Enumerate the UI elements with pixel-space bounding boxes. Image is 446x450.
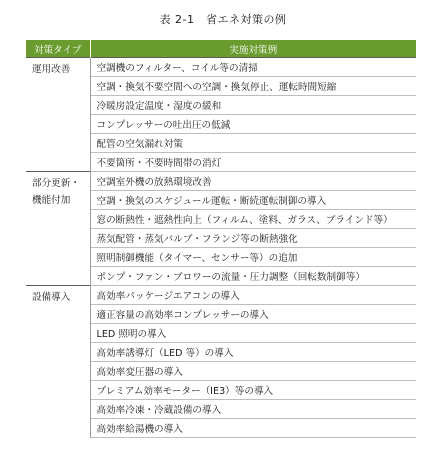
table-row	[26, 172, 416, 191]
measure-example-cell: 空調機のフィルター、コイル等の清掃	[90, 58, 416, 77]
measure-example-cell: 適正容量の高効率コンプレッサーの導入	[90, 305, 416, 324]
measure-example-cell: 空調室外機の放熱環境改善	[90, 172, 416, 191]
measure-example-cell: ポンプ・ファン・ブロワーの流量・圧力調整（回転数制御等）	[90, 267, 416, 286]
header-measure-type: 対策タイプ	[26, 40, 90, 58]
measure-example-cell: 配管の空気漏れ対策	[90, 134, 416, 153]
measure-example-cell: 空調・換気不要空間への空調・換気停止、運転時間短縮	[90, 77, 416, 96]
table-header-row	[26, 40, 416, 58]
measure-example-cell: 高効率変圧器の導入	[90, 362, 416, 381]
table-body	[26, 58, 416, 438]
measure-type-label: 機能付加	[32, 195, 71, 206]
table-row	[26, 286, 416, 305]
measure-example-cell: コンプレッサーの吐出圧の低減	[90, 115, 416, 134]
page-title: 表 2-1 省エネ対策の例	[159, 13, 287, 26]
measure-example-cell: 不要箇所・不要時間帯の消灯	[90, 153, 416, 172]
measure-example-cell: 窓の断熱性・遮熱性向上（フィルム、塗料、ガラス、ブラインド等）	[90, 210, 416, 229]
energy-saving-measures-table	[26, 40, 416, 438]
measure-example-cell: 高効率給湯機の導入	[90, 419, 416, 438]
table-row	[26, 58, 416, 77]
measure-example-cell: 空調・換気のスケジュール運転・断続運転制御の導入	[90, 191, 416, 210]
measure-example-cell: 冷暖房設定温度・湿度の緩和	[90, 96, 416, 115]
measure-type-cell	[26, 172, 90, 286]
measure-example-cell: 高効率パッケージエアコンの導入	[90, 286, 416, 305]
measure-type-label: 部分更新・	[32, 178, 80, 189]
measure-example-cell: 蒸気配管・蒸気バルブ・フランジ等の断熱強化	[90, 229, 416, 248]
measure-example-cell: 高効率誘導灯（LED 等）の導入	[90, 343, 416, 362]
measure-example-cell: LED 照明の導入	[90, 324, 416, 343]
measure-type-cell	[26, 58, 90, 172]
measure-type-label: 運用改善	[32, 64, 71, 75]
header-measure-examples: 実施対策例	[90, 40, 416, 58]
measure-example-cell: プレミアム効率モーター（IE3）等の導入	[90, 381, 416, 400]
measure-type-cell	[26, 286, 90, 438]
measure-example-cell: 照明制御機能（タイマー、センサー等）の追加	[90, 248, 416, 267]
measure-type-label: 設備導入	[32, 292, 71, 303]
measure-example-cell: 高効率冷凍・冷蔵設備の導入	[90, 400, 416, 419]
